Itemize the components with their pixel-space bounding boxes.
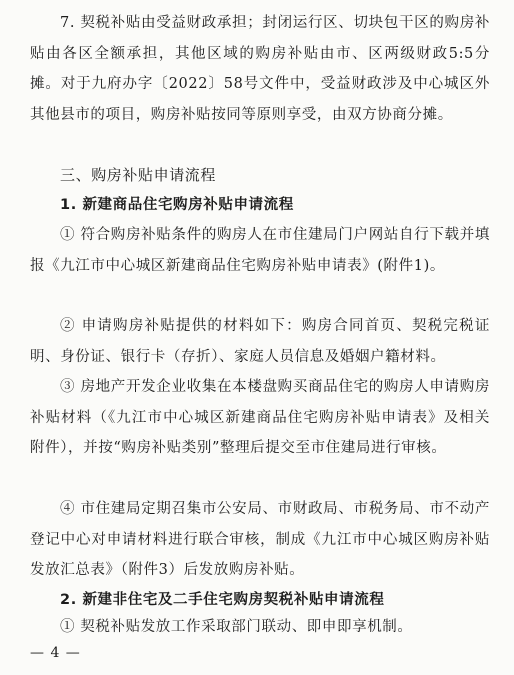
list-item-1-3: ③ 房地产开发企业收集在本楼盘购买商品住宅的购房人申请购房补贴材料（《九江市中心城区新建商品住宅购房补贴申请表》及相关附件），并按“购房补贴类别”整理后提交至市住建局进行审核。 — [30, 379, 490, 456]
list-item-1-4: ④ 市住建局定期召集市公安局、市财政局、市税务局、市不动产登记中心对申请材料进行联合审核，制成《九江市中心城区购房补贴发放汇总表》（附件3）后发放购房补贴。 — [30, 501, 490, 578]
list-item-1-1: ① 符合购房补贴条件的购房人在市住建局门户网站自行下载并填报《九江市中心城区新建商品住宅购房补贴申请表》(附件1)。 — [30, 227, 490, 274]
list-item-2-1: ① 契税补贴发放工作采取部门联动、即申即享机制。 — [60, 619, 413, 635]
section-heading-3: 三、购房补贴申请流程 — [60, 166, 217, 184]
subsection-heading-1: 1. 新建商品住宅购房补贴申请流程 — [60, 197, 294, 213]
subsection-heading-2: 2. 新建非住宅及二手住宅购房契税补贴申请流程 — [60, 592, 385, 608]
list-item-1-2: ② 申请购房补贴提供的材料如下：购房合同首页、契税完税证明、身份证、银行卡（存折）、家庭人员信息及婚姻户籍材料。 — [30, 318, 490, 365]
page-number: — 4 — — [30, 645, 81, 661]
paragraph-item-7: 7. 契税补贴由受益财政承担；封闭运行区、切块包干区的购房补贴由各区全额承担，其他区域的购房补贴由市、区两级财政5:5分摊。对于九府办字〔2022〕58号文件中，受益财政涉及中心城区外其他县市的项目，购房补贴按同等原则享受，由双方协商分摊。 — [30, 15, 490, 123]
